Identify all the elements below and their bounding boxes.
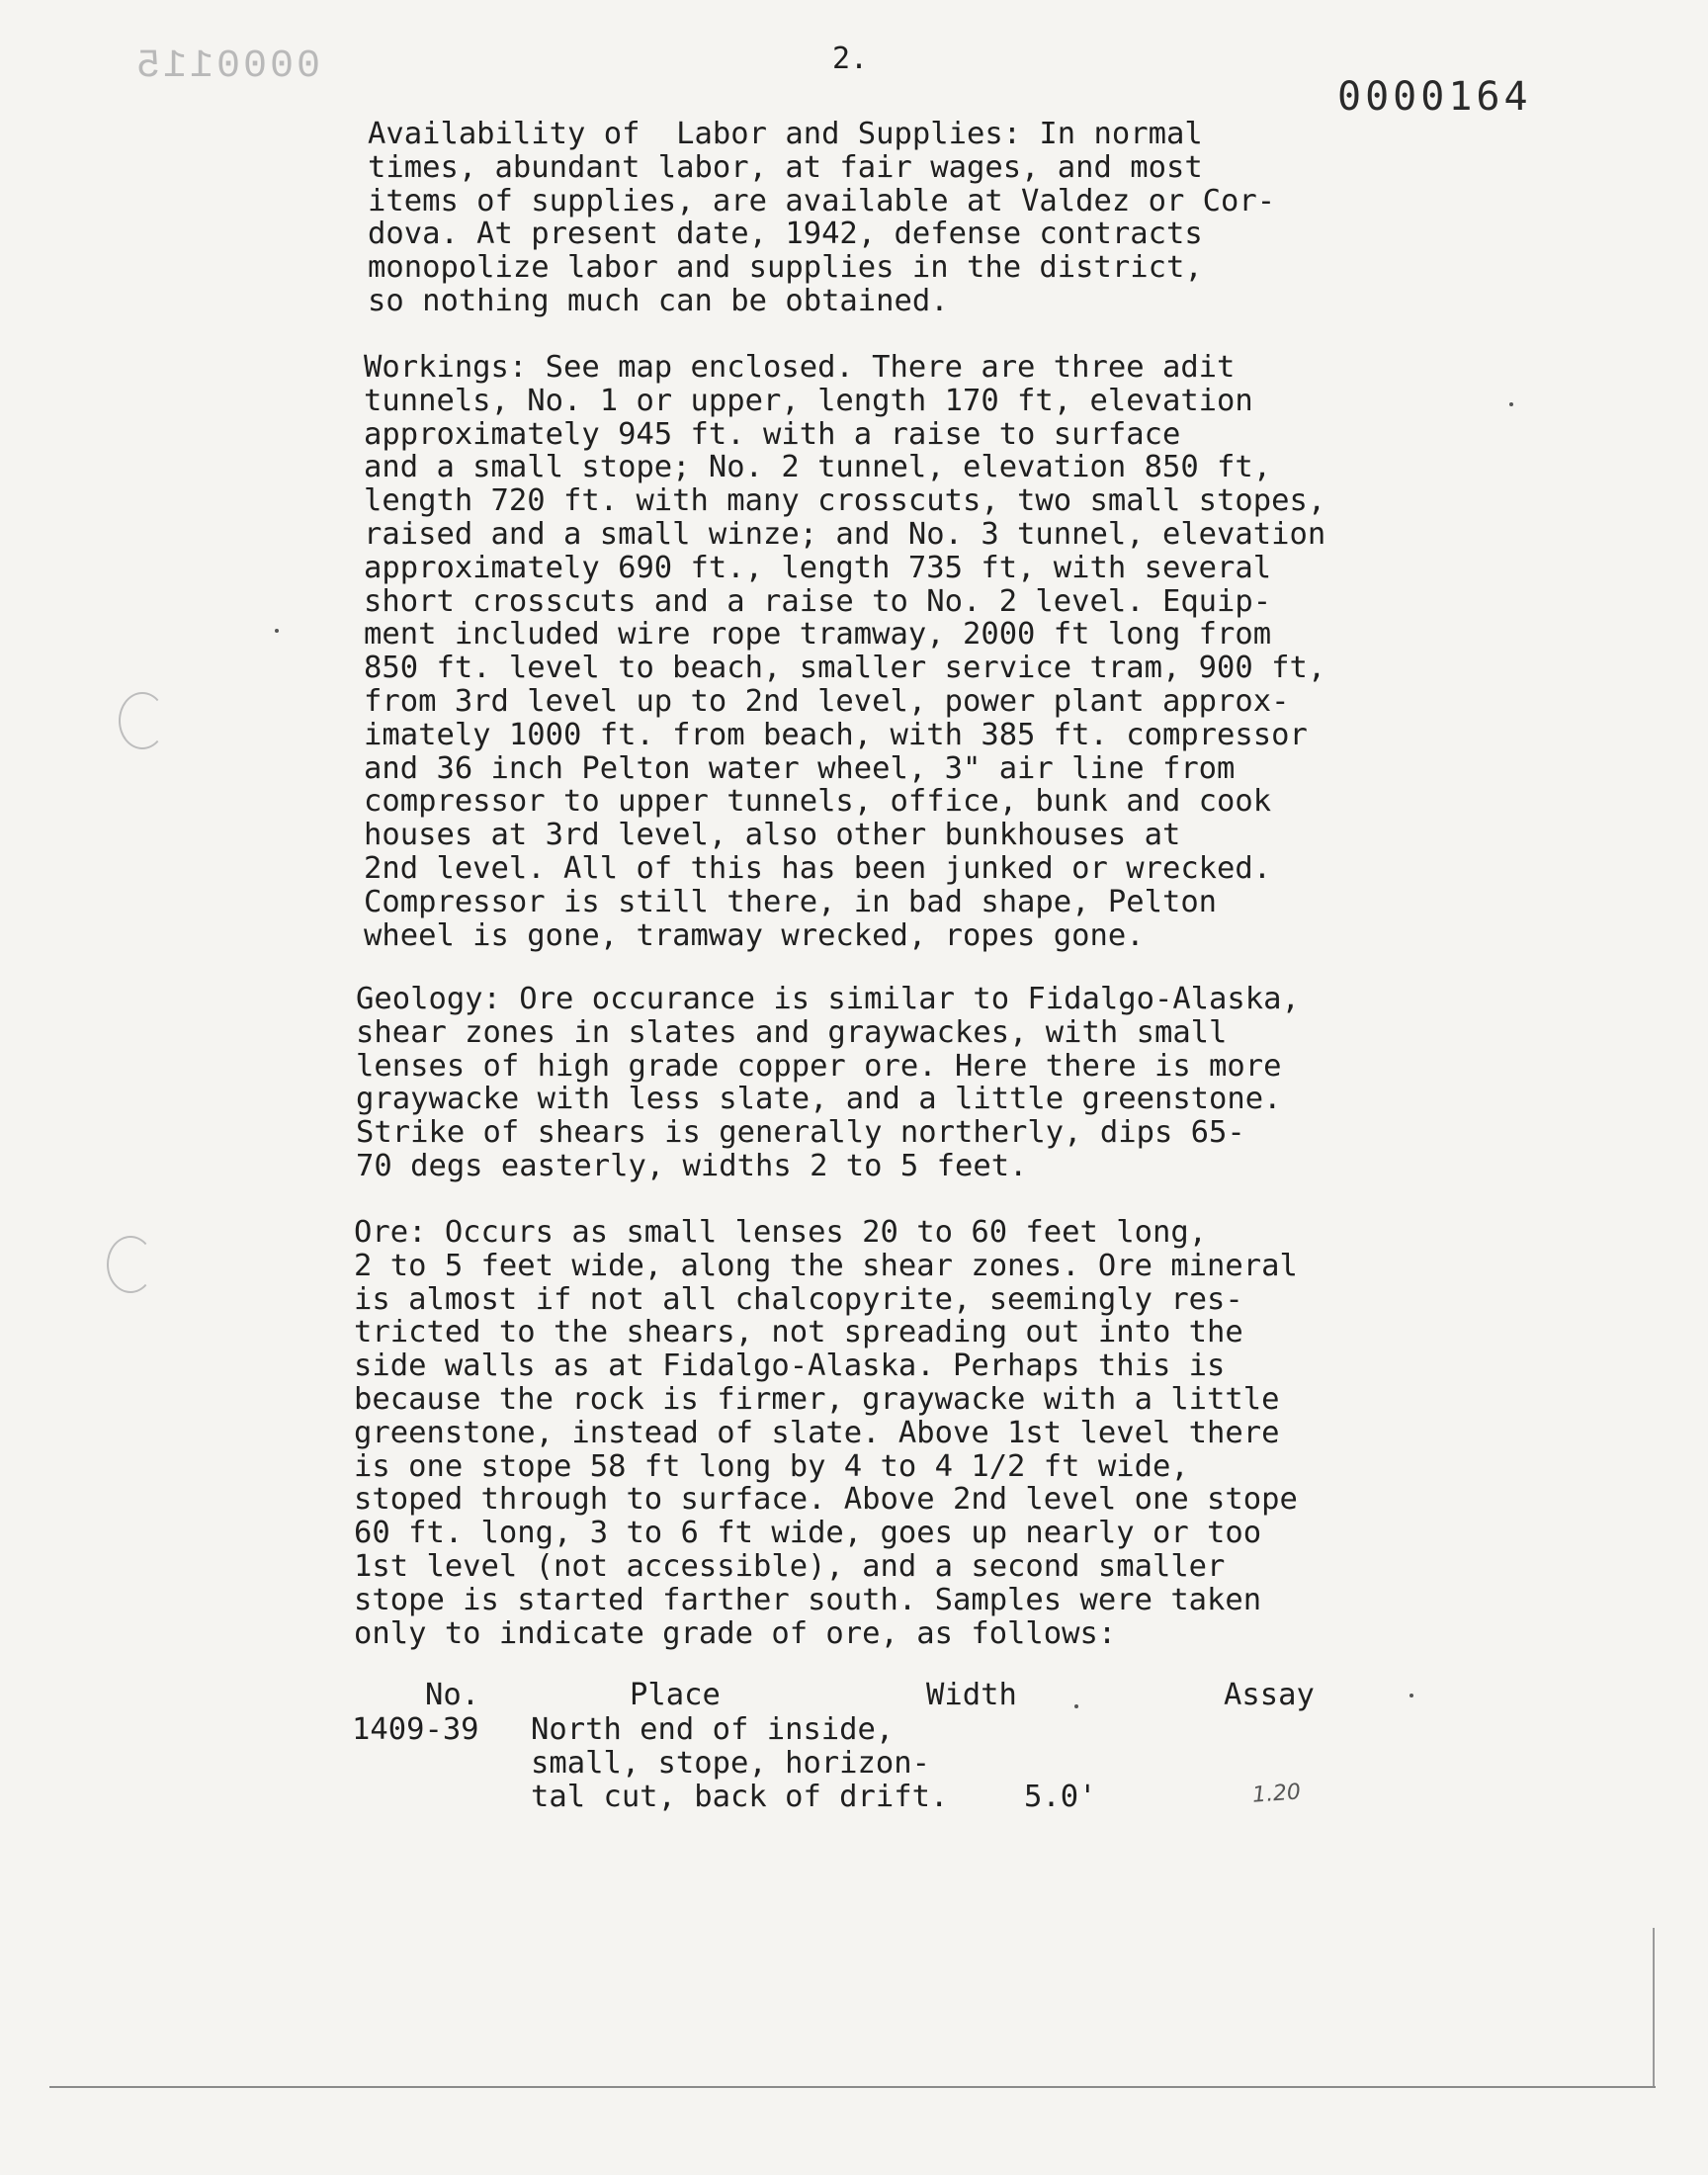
page-number: 2. [832,42,869,76]
scan-speck [1409,1694,1413,1697]
scan-speck [1074,1704,1078,1708]
punch-hole-mark [107,1236,154,1293]
page-bottom-rule [49,2086,1656,2088]
paragraph-workings: Workings: See map enclosed. There are three adit tunnels, No. 1 or upper, length 170 ft, elevation approximately 945 ft. with a raise to surface and a small stope; No. 2 tunnel, elevation 850 ft, length 720 ft. with many crosscuts, two small stopes, raised and a small winze; and No. 3 tunnel, elevation approximately 690 ft., length 735 ft, with several short crosscuts and a raise to No. 2 level. Equip- ment included wire rope tramway, 2000 ft long from 850 ft. level to beach, smaller service tram, 900 ft, from 3rd level up to 2nd level, power plant approx- imately 1000 ft. from beach, with 385 ft. compressor and 36 inch Pelton water wheel, 3" air line from compressor to upper tunnels, office, bunk and cook houses at 3rd level, also other bunkhouses at 2nd level. All of this has been junked or wrecked. Compressor is still there, in bad shape, Pelton wheel is gone, tramway wrecked, ropes gone. [364,350,1326,953]
column-header-place: Place [630,1678,721,1712]
sample-assay-handwritten: 1.20 [1251,1780,1302,1808]
document-id-stamp: 0000164 [1337,74,1532,120]
bleed-through-number: 0000115 [133,44,321,89]
scan-speck [1509,402,1513,406]
sample-number: 1409-39 [352,1712,479,1747]
sample-width: 5.0' [1024,1780,1097,1814]
scan-speck [275,629,279,633]
page-edge-rule [1653,1928,1655,2086]
punch-hole-mark [119,692,166,749]
column-header-assay: Assay [1224,1678,1315,1712]
paragraph-ore: Ore: Occurs as small lenses 20 to 60 feet long, 2 to 5 feet wide, along the shear zones. Ore mineral is almost if not all chalcopyrite, seemingly res- tricted to the shears, not spreading out into the side walls as at Fidalgo-Alaska. Perhaps this is because the rock is firmer, graywacke with a little greenstone, instead of slate. Above 1st level there is one stope 58 ft long by 4 to 4 1/2 ft wide, stoped through to surface. Above 2nd level one stope 60 ft. long, 3 to 6 ft wide, goes up nearly or too 1st level (not accessible), and a second smaller stope is started farther south. Samples were taken only to indicate grade of ore, as follows: [354,1215,1298,1651]
paragraph-geology: Geology: Ore occurance is similar to Fidalgo-Alaska, shear zones in slates and graywackes, with small lenses of high grade copper ore. Here there is more graywacke with less slate, and a little greenstone. Strike of shears is generally northerly, dips 65- 70 degs easterly, widths 2 to 5 feet. [356,982,1300,1183]
column-header-no: No. [425,1678,480,1712]
paragraph-labor-supplies: Availability of Labor and Supplies: In normal times, abundant labor, at fair wages, and most items of supplies, are available at Valdez or Cor- dova. At present date, 1942, defense contracts monopolize labor and supplies in the district, so nothing much can be obtained. [368,117,1276,318]
column-header-width: Width [926,1678,1017,1712]
sample-place: North end of inside, small, stope, horizon- tal cut, back of drift. [531,1712,949,1814]
